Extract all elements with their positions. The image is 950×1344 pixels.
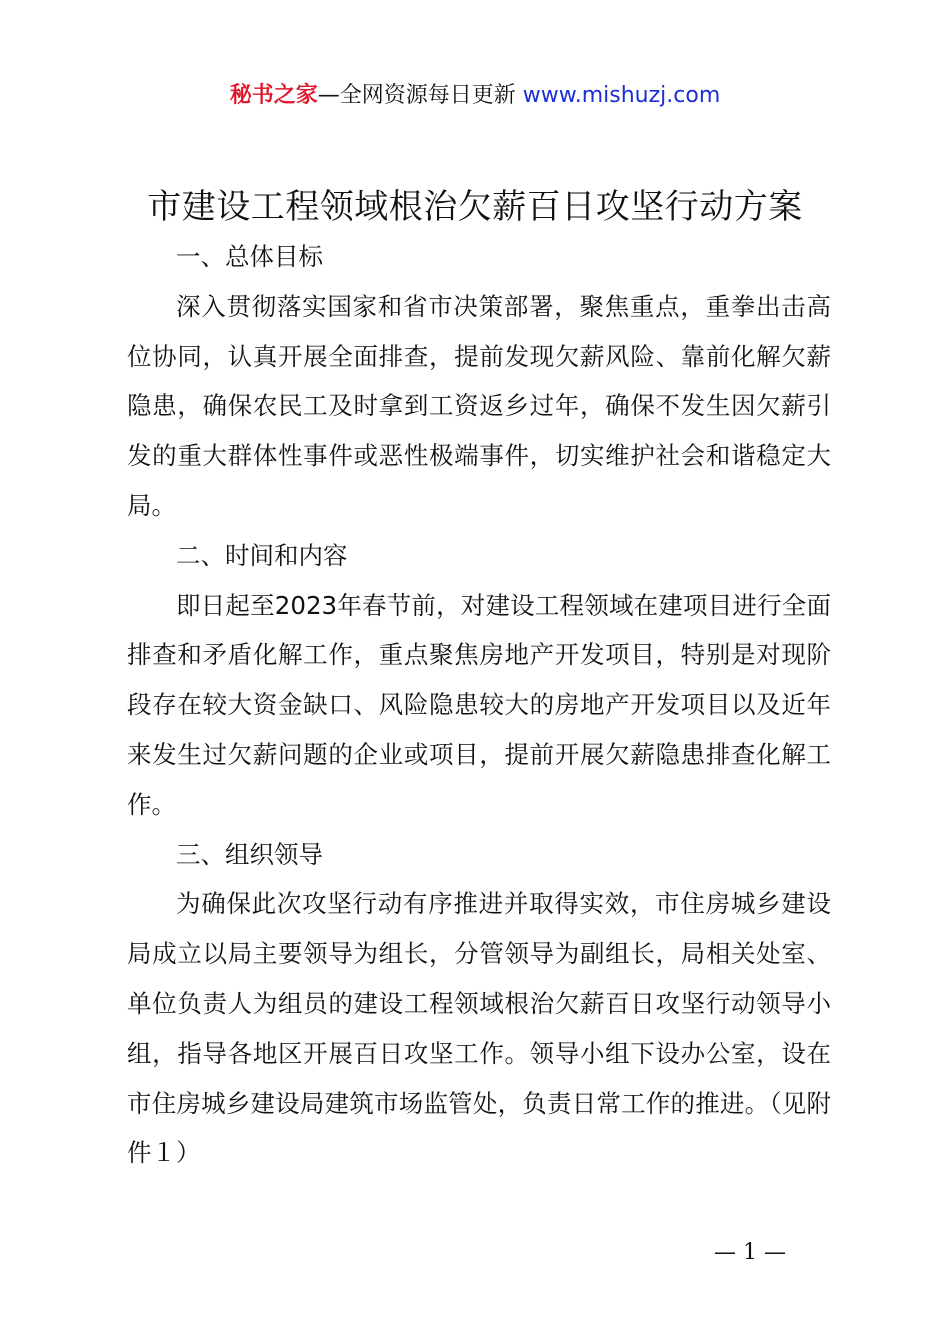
document-title: 市建设工程领域根治欠薪百日攻坚行动方案: [147, 187, 803, 227]
section-paragraph: 为确保此次攻坚行动有序推进并取得实效，市住房城乡建设局成立以局主要领导为组长，分管领导为副组长，局相关处室、单位负责人为组员的建设工程领域根治欠薪百日攻坚行动领导小组，指导各地区开展百日攻坚工作。领导小组下设办公室，设在市住房城乡建设局建筑市场监管处，负责日常工作的推进。（见附件１）: [127, 889, 831, 1168]
site-tagline: —全网资源每日更新: [317, 83, 523, 108]
section-paragraph: 深入贯彻落实国家和省市决策部署，聚焦重点，重拳出击高位协同，认真开展全面排查，提前发现欠薪风险、靠前化解欠薪隐患，确保农民工及时拿到工资返乡过年，确保不发生因欠薪引发的重大群体性事件或恶性极端事件，切实维护社会和谐稳定大局。: [127, 291, 831, 520]
site-url-link[interactable]: www.mishuzj.com: [522, 83, 721, 108]
page-number: — 1 —: [714, 1240, 786, 1265]
document-body: [127, 232, 831, 1178]
site-brand: 秘书之家: [229, 83, 318, 108]
section-paragraph: 即日起至2023年春节前，对建设工程领域在建项目进行全面排查和矛盾化解工作，重点聚焦房地产开发项目，特别是对现阶段存在较大资金缺口、风险隐患较大的房地产开发项目以及近年来发生过欠薪问题的企业或项目，提前开展欠薪隐患排查化解工作。: [127, 590, 831, 819]
section-heading: 三、组织领导: [176, 839, 323, 869]
section-heading: 二、时间和内容: [176, 540, 348, 570]
site-header: [0, 80, 950, 112]
section-heading: 一、总体目标: [176, 242, 323, 271]
